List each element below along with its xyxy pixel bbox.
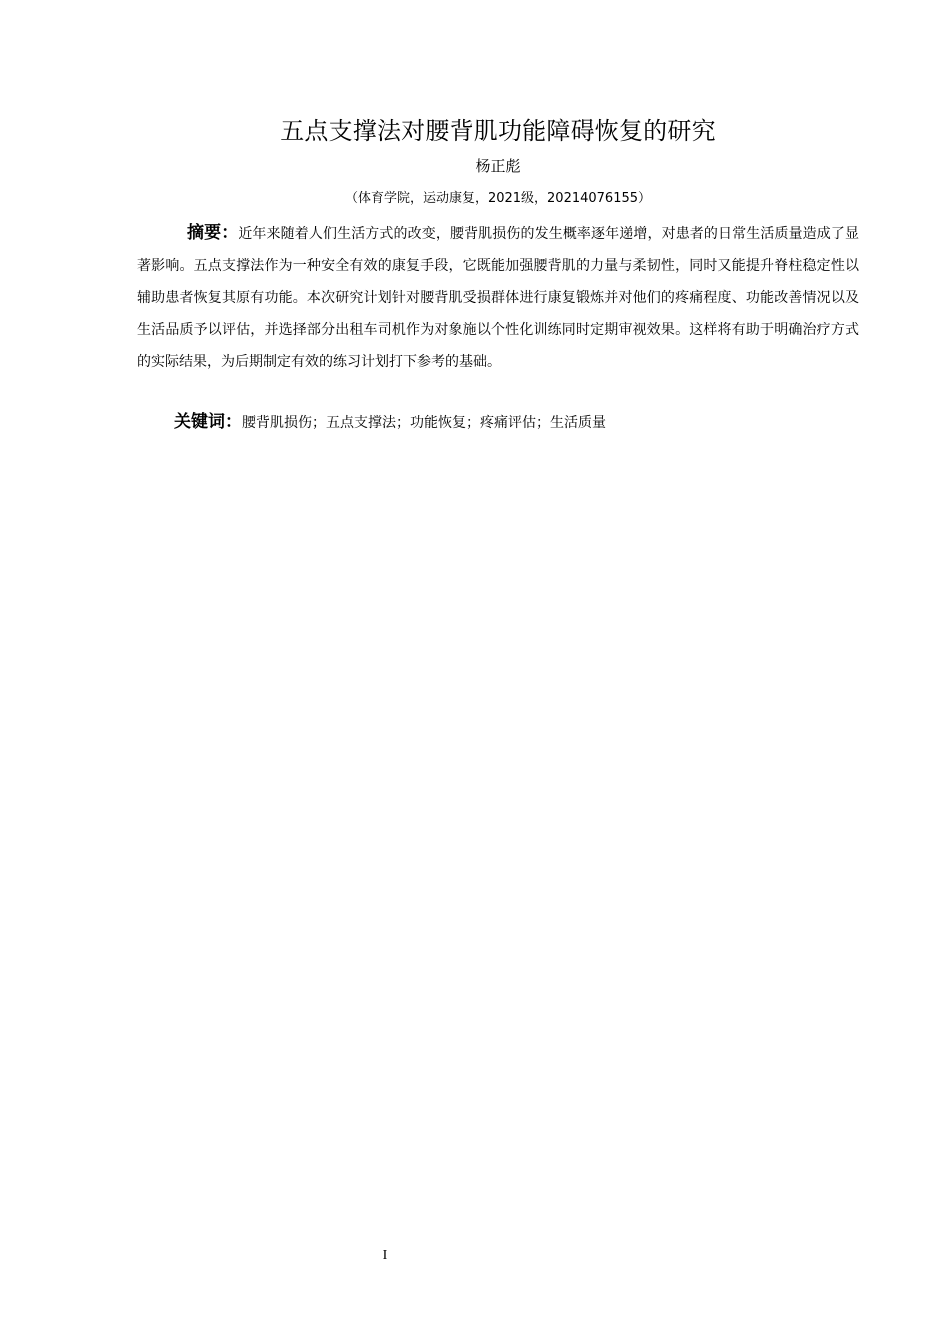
abstract-paragraph [137,217,859,378]
abstract-label: 摘要： [187,223,239,243]
paper-title: 五点支撑法对腰背肌功能障碍恢复的研究 [280,117,716,145]
author-name: 杨正彪 [475,157,521,175]
page-number: I [382,1248,388,1263]
abstract-text: 近年来随着人们生活方式的改变，腰背肌损伤的发生概率逐年递增，对患者的日常生活质量造成了显著影响。五点支撑法作为一种安全有效的康复手段，它既能加强腰背肌的力量与柔韧性，同时又能提升脊柱稳定性以辅助患者恢复其原有功能。本次研究计划针对腰背肌受损群体进行康复锻炼并对他们的疼痛程度、功能改善情况以及生活品质予以评估，并选择部分出租车司机作为对象施以个性化训练同时定期审视效果。这样将有助于明确治疗方式的实际结果，为后期制定有效的练习计划打下参考的基础。 [137,226,859,370]
keywords-label: 关键词： [174,412,242,432]
keywords-line [174,407,859,438]
keywords-text: 腰背肌损伤；五点支撑法；功能恢复；疼痛评估；生活质量 [242,415,606,431]
author-affiliation: （体育学院，运动康复，2021级，20214076155） [344,191,652,206]
